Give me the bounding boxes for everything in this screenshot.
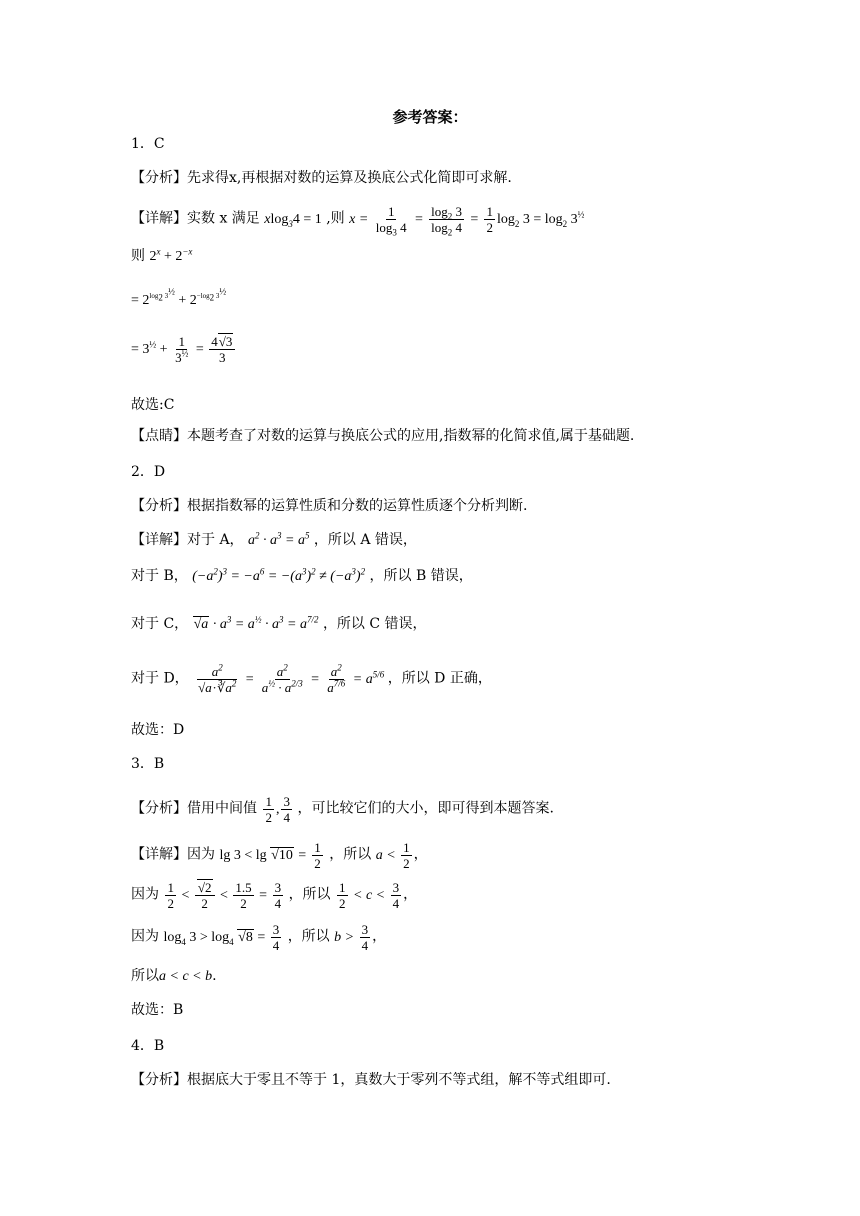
q3-eq-3: $\log_4 3 > \log_4 √8$ = $\frac{3}{4}$ [163,922,280,953]
q1-eq5: = $3^{\frac{1}{2}}$ + $\frac{1}{3^{\frac{1}{2}}}$ = $\frac{4√3}{3}$ [131,334,237,365]
q1-eq3: $2^x + 2^{-x}$ [149,246,193,264]
q2-eq-b: $(-a^2)^3 = -a^6 = -(a^3)^2 \ne (-a^3)^2$ [192,566,366,584]
q3-answer: 3．B [131,756,165,772]
q1-comment: 【点睛】本题考查了对数的运算与换底公式的应用,指数幂的化简求值,属于基础题. [131,428,635,444]
q3-detail-3: 因为 $\log_4 3 > \log_4 √8$ = $\frac{3}{4}$ ，所以 b > $\frac{3}{4}$ ， [131,922,387,953]
q2-detail-d: 对于 D， $\frac{a^2}{√a\cdot∛a^2}$ = $\frac{a^2}{a^{\frac{1}{2}} \cdot a^{2/3}}$ = $\frac{a^2}{a^{7/6}}$ = $a^{5/6}$ ，所以 D 正确， [131,662,492,695]
q1-analysis: 【分析】先求得x,再根据对数的运算及换底公式化简即可求解. [131,170,512,186]
q1-detail-prefix: 【详解】实数 x 满足 [131,210,260,227]
q3-res-1: a < $\frac{1}{2}$ [375,840,410,871]
q3-analysis: 【分析】借用中间值 $\frac{1}{2}$ , $\frac{3}{4}$ ，可比较它们的大小，即可得到本题答案. [131,794,554,825]
q1-conclusion: 故选:C [131,397,175,413]
q4-answer: 4．B [131,1038,165,1054]
q1-answer: 1．C [131,136,165,152]
q3-eq-2: $\frac{1}{2}$ < $\frac{√2}{2}$ < $\frac{1.5}{2}$ = $\frac{3}{4}$ [167,880,282,911]
q3-eq-1: lg 3 < lg √10 = $\frac{1}{2}$ [219,840,321,871]
q4-analysis: 【分析】根据底大于零且不等于 1，真数大于零列不等式组，解不等式组即可. [131,1072,611,1088]
q2-conclusion: 故选：D [131,722,185,738]
q3-detail-4: 所以a < c < b. [131,968,217,984]
q3-eq-4: a < c < b [159,969,213,984]
q1-eq1: xlog$_3$4 = 1 [264,211,322,229]
q1-eq2: x = $\frac{1}{\log_3 4}$ = $\frac{\log_2 3}{\log_2 4}$ = $\frac{1}{2}$ $\log_2 3 = \log_2 3^{\frac{1}{2}}$ [349,204,585,238]
q3-conclusion: 故选：B [131,1002,184,1018]
q3-res-2: $\frac{1}{2}$ < c < $\frac{3}{4}$ [339,880,400,911]
q2-eq-d: $\frac{a^2}{√a\cdot∛a^2}$ = $\frac{a^2}{a^{\frac{1}{2}} \cdot a^{2/3}}$ = $\frac{a^2}{a^{7/6}}$ = $a^{5/6}$ [198,662,385,695]
q2-detail-b: 对于 B， $(-a^2)^3 = -a^6 = -(a^3)^2 \ne (-a^3)^2$ ，所以 B 错误， [131,566,473,584]
q2-eq-c: $√a \cdot a^3 = a^{\frac{1}{2}} \cdot a^3 = a^{7/2}$ [193,614,319,632]
q3-detail-2: 因为 $\frac{1}{2}$ < $\frac{√2}{2}$ < $\frac{1.5}{2}$ = $\frac{3}{4}$ ，所以 $\frac{1}{2}$ < c < $\frac{3}{4}$ ， [131,880,418,911]
q3-res-3: b > $\frac{3}{4}$ [334,922,369,953]
q3-midvalues: $\frac{1}{2}$ , $\frac{3}{4}$ [265,794,290,825]
q1-detail [131,204,585,238]
q2-answer: 2．D [131,464,166,480]
q1-eq4: = $2^{log_2 3^{\frac{1}{2}}} + 2^{-log_2 3^{\frac{1}{2}}}$ [131,287,227,308]
page-title: 参考答案： [392,108,468,126]
q2-eq-a: $a^2 \cdot a^3 = a^5$ [248,530,310,548]
q1-then: 则 $2^x + 2^{-x}$ [131,246,193,264]
q1-detail-mid: ,则 [326,210,345,227]
q3-detail-1: 【详解】因为 lg 3 < lg √10 = $\frac{1}{2}$ ，所以 a < $\frac{1}{2}$ ， [131,840,428,871]
q2-detail-a: 【详解】对于 A， $a^2 \cdot a^3 = a^5$ ，所以 A 错误， [131,530,417,548]
q2-analysis: 【分析】根据指数幂的运算性质和分数的运算性质逐个分析判断. [131,498,528,514]
q2-detail-c: 对于 C， $√a \cdot a^3 = a^{\frac{1}{2}} \cdot a^3 = a^{7/2}$ ，所以 C 错误， [131,614,427,632]
